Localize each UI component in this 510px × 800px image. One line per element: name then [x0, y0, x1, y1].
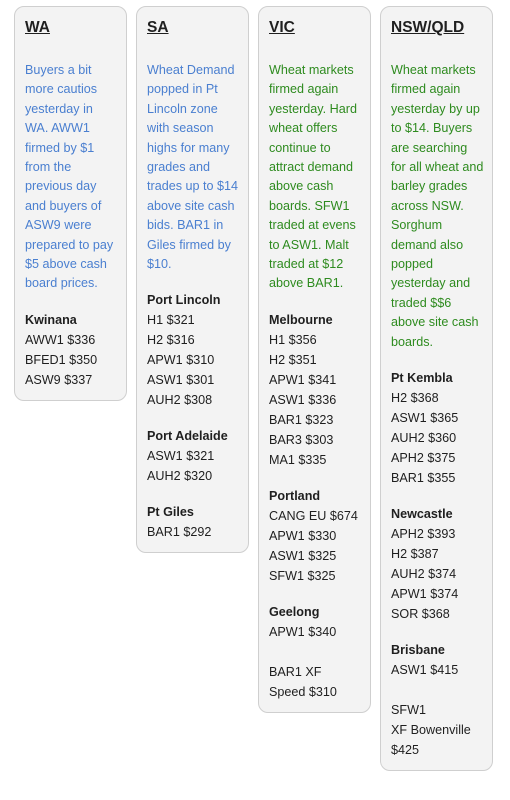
port-section: [391, 504, 484, 624]
price-row: H2 $351: [269, 352, 317, 367]
price-row: ASW1 $321: [147, 449, 215, 464]
price-row: AUH2 $360: [391, 431, 457, 446]
price-row: BAR3 $303: [269, 432, 334, 447]
column-title: SA: [147, 19, 169, 36]
port-section: [25, 310, 118, 390]
price-row: ASW9 $337: [25, 372, 93, 387]
column-card-vic: [258, 6, 371, 713]
price-row: BAR1 $355: [391, 471, 456, 486]
column-title: NSW/QLD: [391, 19, 465, 36]
price-row: APH2 $393: [391, 527, 456, 542]
price-row: SOR $368: [391, 607, 450, 622]
price-row: APW1 $330: [269, 528, 337, 543]
price-row: H2 $387: [391, 547, 439, 562]
price-row: ASW1 $325: [269, 548, 337, 563]
price-row: CANG EU $674: [269, 508, 358, 523]
port-section: [269, 486, 362, 586]
price-row: APW1 $341: [269, 372, 337, 387]
price-row: ASW1 $365: [391, 411, 459, 426]
port-name: Pt Giles: [147, 505, 194, 520]
column-title: WA: [25, 19, 50, 36]
market-commentary: Wheat markets firmed again yesterday by up to $14. Buyers are searching for all wheat and barley grades across NSW. Sorghum demand also popped yesterday and traded $$6 above site cash boards.: [391, 63, 484, 349]
spacer: [269, 642, 362, 662]
port-section: [147, 502, 240, 542]
port-name: Pt Kembla: [391, 371, 453, 386]
price-row: H1 $321: [147, 313, 195, 328]
price-row: H2 $368: [391, 391, 439, 406]
price-row: AUH2 $374: [391, 567, 457, 582]
port-name: Kwinana: [25, 312, 77, 327]
market-commentary: Buyers a bit more cautios yesterday in WA. AWW1 firmed by $1 from the previous day and buyers of ASW9 were prepared to pay $5 above cash board prices.: [25, 63, 114, 291]
spacer: [391, 680, 484, 700]
port-name: Port Lincoln: [147, 293, 221, 308]
market-commentary: Wheat markets firmed again yesterday. Hard wheat offers continue to attract demand above cash boards. SFW1 traded at evens to ASW1. Malt traded at $12 above BAR1.: [269, 63, 357, 291]
price-row: APW1 $374: [391, 587, 459, 602]
price-row: APH2 $375: [391, 451, 456, 466]
port-section: [269, 602, 362, 702]
price-row: MA1 $335: [269, 452, 327, 467]
port-name: Newcastle: [391, 507, 453, 522]
port-name: Geelong: [269, 604, 320, 619]
port-section: [391, 368, 484, 488]
price-row: APW1 $310: [147, 353, 215, 368]
price-row: BAR1 XF Speed $310: [269, 664, 337, 699]
column-title: VIC: [269, 19, 295, 36]
price-row: SFW1 XF Bowenville $425: [391, 703, 471, 758]
column-card-wa: [14, 6, 127, 401]
price-row: AUH2 $308: [147, 393, 213, 408]
price-row: AUH2 $320: [147, 469, 213, 484]
price-row: BAR1 $292: [147, 525, 212, 540]
price-row: BFED1 $350: [25, 352, 98, 367]
price-row: SFW1 $325: [269, 568, 336, 583]
port-name: Melbourne: [269, 312, 333, 327]
price-row: ASW1 $336: [269, 392, 337, 407]
port-section: [391, 640, 484, 760]
port-section: [147, 426, 240, 486]
column-card-sa: [136, 6, 249, 553]
port-name: Portland: [269, 488, 321, 503]
price-row: H1 $356: [269, 332, 317, 347]
price-row: ASW1 $415: [391, 663, 459, 678]
port-name: Brisbane: [391, 643, 445, 658]
price-row: AWW1 $336: [25, 332, 96, 347]
price-row: APW1 $340: [269, 624, 337, 639]
port-section: [269, 310, 362, 470]
price-row: ASW1 $301: [147, 373, 215, 388]
column-card-nsw-qld: [380, 6, 493, 771]
price-row: H2 $316: [147, 333, 195, 348]
port-name: Port Adelaide: [147, 429, 228, 444]
price-row: BAR1 $323: [269, 412, 334, 427]
market-commentary: Wheat Demand popped in Pt Lincoln zone with season highs for many grades and trades up to $14 above site cash bids. BAR1 in Giles firmed by $10.: [147, 63, 239, 272]
port-section: [147, 290, 240, 410]
